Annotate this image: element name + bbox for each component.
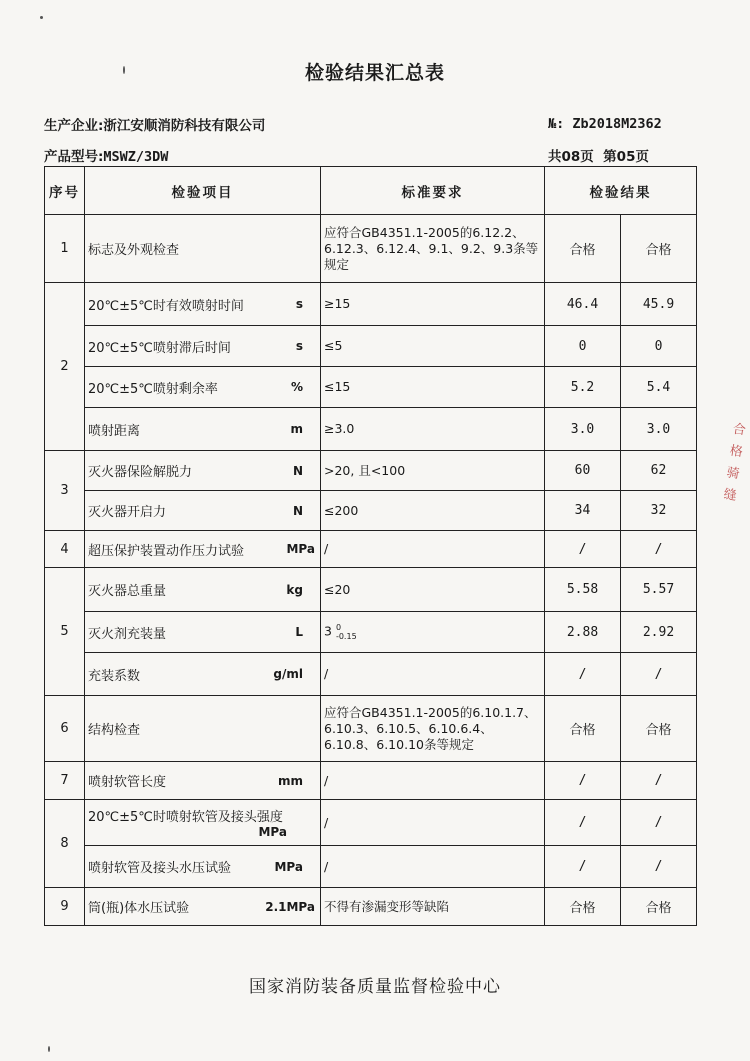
row-requirement: ≤5: [321, 326, 545, 367]
model-value: MSWZ/3DW: [103, 149, 169, 165]
tolerance-lower: -0.15: [335, 632, 357, 641]
item-name: 筒(瓶)体水压试验: [88, 901, 190, 916]
row-seq: 3: [45, 451, 85, 531]
row-result-2: 合格: [621, 696, 697, 762]
table-row: [45, 215, 697, 283]
item-name: 超压保护装置动作压力试验: [88, 543, 245, 559]
row-requirement: /: [321, 531, 545, 568]
item-name: 灭火器保险解脱力: [88, 465, 193, 480]
row-seq: 7: [45, 762, 85, 800]
row-result-1: 0: [545, 326, 621, 367]
row-result-2: 5.4: [621, 367, 697, 408]
table-row: [45, 800, 697, 846]
row-requirement: ≥15: [321, 283, 545, 326]
row-item: [85, 491, 321, 531]
edge-seal-mark: 合格 骑缝: [722, 421, 747, 504]
row-result-1: 合格: [545, 215, 621, 283]
issuer-footer: 国家消防装备质量监督检验中心: [249, 977, 501, 997]
row-result-1: 2.88: [545, 612, 621, 653]
model-label: 产品型号:: [44, 149, 104, 165]
row-requirement: 不得有渗漏变形等缺陷: [321, 888, 545, 926]
row-result-2: /: [621, 846, 697, 888]
row-result-1: 5.2: [545, 367, 621, 408]
row-requirement: /: [321, 800, 545, 846]
item-unit: N: [292, 463, 303, 478]
item-unit: mm: [277, 773, 303, 788]
row-seq: 8: [45, 800, 85, 888]
row-item: [85, 696, 321, 762]
row-requirement: ≤15: [321, 367, 545, 408]
row-item: [85, 283, 321, 326]
table-row: [45, 612, 697, 653]
col-result-header: 检验结果: [545, 167, 697, 215]
row-item: [85, 531, 321, 568]
item-name: 灭火器开启力: [88, 505, 167, 520]
row-result-2: 62: [621, 451, 697, 491]
table-row: [45, 846, 697, 888]
scan-speck: [123, 66, 125, 74]
table-header-row: [45, 167, 697, 215]
row-result-1: 合格: [545, 696, 621, 762]
row-result-2: /: [621, 800, 697, 846]
item-unit: s: [295, 339, 303, 353]
table-row: [45, 491, 697, 531]
row-result-1: 60: [545, 451, 621, 491]
table-row: [45, 408, 697, 451]
item-unit: L: [295, 625, 303, 639]
row-requirement: /: [321, 762, 545, 800]
item-unit: 2.1MPa: [265, 899, 315, 914]
model-line: [44, 145, 168, 165]
row-result-2: 合格: [621, 888, 697, 926]
item-name: 充装系数: [88, 668, 141, 684]
scan-speck: [48, 1046, 50, 1052]
row-item: [85, 888, 321, 926]
row-result-1: 46.4: [545, 283, 621, 326]
enterprise-label: 生产企业:: [44, 118, 104, 134]
page-count: 共08页 第05页: [548, 149, 649, 165]
item-unit: MPa: [258, 825, 287, 839]
col-item-header: 检验项目: [85, 167, 321, 215]
row-item: [85, 451, 321, 491]
row-result-2: 5.57: [621, 568, 697, 612]
row-requirement: ≤20: [321, 568, 545, 612]
row-requirement: /: [321, 653, 545, 696]
table-row: [45, 762, 697, 800]
enterprise-name: 浙江安顺消防科技有限公司: [103, 118, 266, 134]
row-item: [85, 367, 321, 408]
table-row: [45, 367, 697, 408]
row-result-2: /: [621, 531, 697, 568]
item-name: 灭火剂充装量: [88, 626, 167, 642]
row-result-1: /: [545, 762, 621, 800]
row-result-1: /: [545, 800, 621, 846]
row-result-2: 32: [621, 491, 697, 531]
item-unit: g/ml: [273, 667, 303, 681]
row-result-2: 合格: [621, 215, 697, 283]
item-name: 20℃±5℃时有效喷射时间: [88, 298, 244, 314]
report-number: №: Zb2018M2362: [548, 116, 662, 132]
enterprise-line: [44, 114, 265, 134]
item-name: 20℃±5℃喷射滞后时间: [88, 340, 231, 356]
table-row: [45, 531, 697, 568]
row-result-2: /: [621, 653, 697, 696]
row-requirement: [321, 612, 545, 653]
col-seq-header: 序号: [45, 167, 85, 215]
row-item: [85, 653, 321, 696]
item-name: 标志及外观检查: [88, 243, 180, 258]
fill-nominal: 3: [324, 623, 332, 639]
row-result-1: /: [545, 846, 621, 888]
row-result-1: 34: [545, 491, 621, 531]
row-requirement: ≤200: [321, 491, 545, 531]
item-name: 灭火器总重量: [88, 584, 167, 599]
row-requirement: >20, 且<100: [321, 451, 545, 491]
row-result-1: 3.0: [545, 408, 621, 451]
item-unit: N: [292, 503, 303, 518]
row-result-2: 45.9: [621, 283, 697, 326]
row-item: [85, 762, 321, 800]
row-seq: 4: [45, 531, 85, 568]
table-row: [45, 696, 697, 762]
item-name: 喷射距离: [88, 423, 141, 439]
page-title: 检验结果汇总表: [304, 62, 445, 84]
table-row: [45, 283, 697, 326]
col-requirement-header: 标准要求: [321, 167, 545, 215]
row-seq: 6: [45, 696, 85, 762]
item-unit: %: [290, 380, 303, 394]
item-unit: MPa: [286, 542, 315, 556]
row-result-2: 2.92: [621, 612, 697, 653]
table-row: [45, 888, 697, 926]
row-requirement: /: [321, 846, 545, 888]
row-result-1: /: [545, 653, 621, 696]
item-unit: kg: [286, 582, 303, 597]
row-requirement: ≥3.0: [321, 408, 545, 451]
item-unit: s: [295, 297, 303, 311]
row-seq: 9: [45, 888, 85, 926]
row-seq: 5: [45, 568, 85, 696]
row-seq: 2: [45, 283, 85, 451]
row-item: [85, 408, 321, 451]
item-name: 结构检查: [88, 723, 141, 738]
row-result-2: 0: [621, 326, 697, 367]
row-item: [85, 612, 321, 653]
row-requirement: 应符合GB4351.1-2005的6.12.2、6.12.3、6.12.4、9.1、9.2、9.3条等规定: [321, 215, 545, 283]
table-row: [45, 568, 697, 612]
item-name: 喷射软管及接头水压试验: [88, 861, 232, 876]
row-result-1: /: [545, 531, 621, 568]
table-row: [45, 451, 697, 491]
row-item: [85, 568, 321, 612]
table-row: [45, 653, 697, 696]
row-item: [85, 326, 321, 367]
row-item: [85, 215, 321, 283]
scan-speck: [40, 16, 43, 19]
item-unit: MPa: [274, 859, 303, 874]
tolerance-upper: 0: [335, 623, 342, 632]
row-seq: 1: [45, 215, 85, 283]
row-item: [85, 846, 321, 888]
table-row: [45, 326, 697, 367]
item-unit: m: [290, 422, 303, 436]
row-result-1: 5.58: [545, 568, 621, 612]
row-result-2: 3.0: [621, 408, 697, 451]
row-result-2: /: [621, 762, 697, 800]
item-name: 喷射软管长度: [88, 775, 167, 790]
item-name: 20℃±5℃喷射剩余率: [88, 381, 218, 397]
row-result-1: 合格: [545, 888, 621, 926]
fill-tolerance: [336, 623, 357, 641]
row-item: [85, 800, 321, 846]
row-requirement: 应符合GB4351.1-2005的6.10.1.7、6.10.3、6.10.5、6.10.6.4、6.10.8、6.10.10条等规定: [321, 696, 545, 762]
results-table: [44, 166, 697, 926]
item-name: 20℃±5℃时喷射软管及接头强度: [88, 810, 283, 825]
